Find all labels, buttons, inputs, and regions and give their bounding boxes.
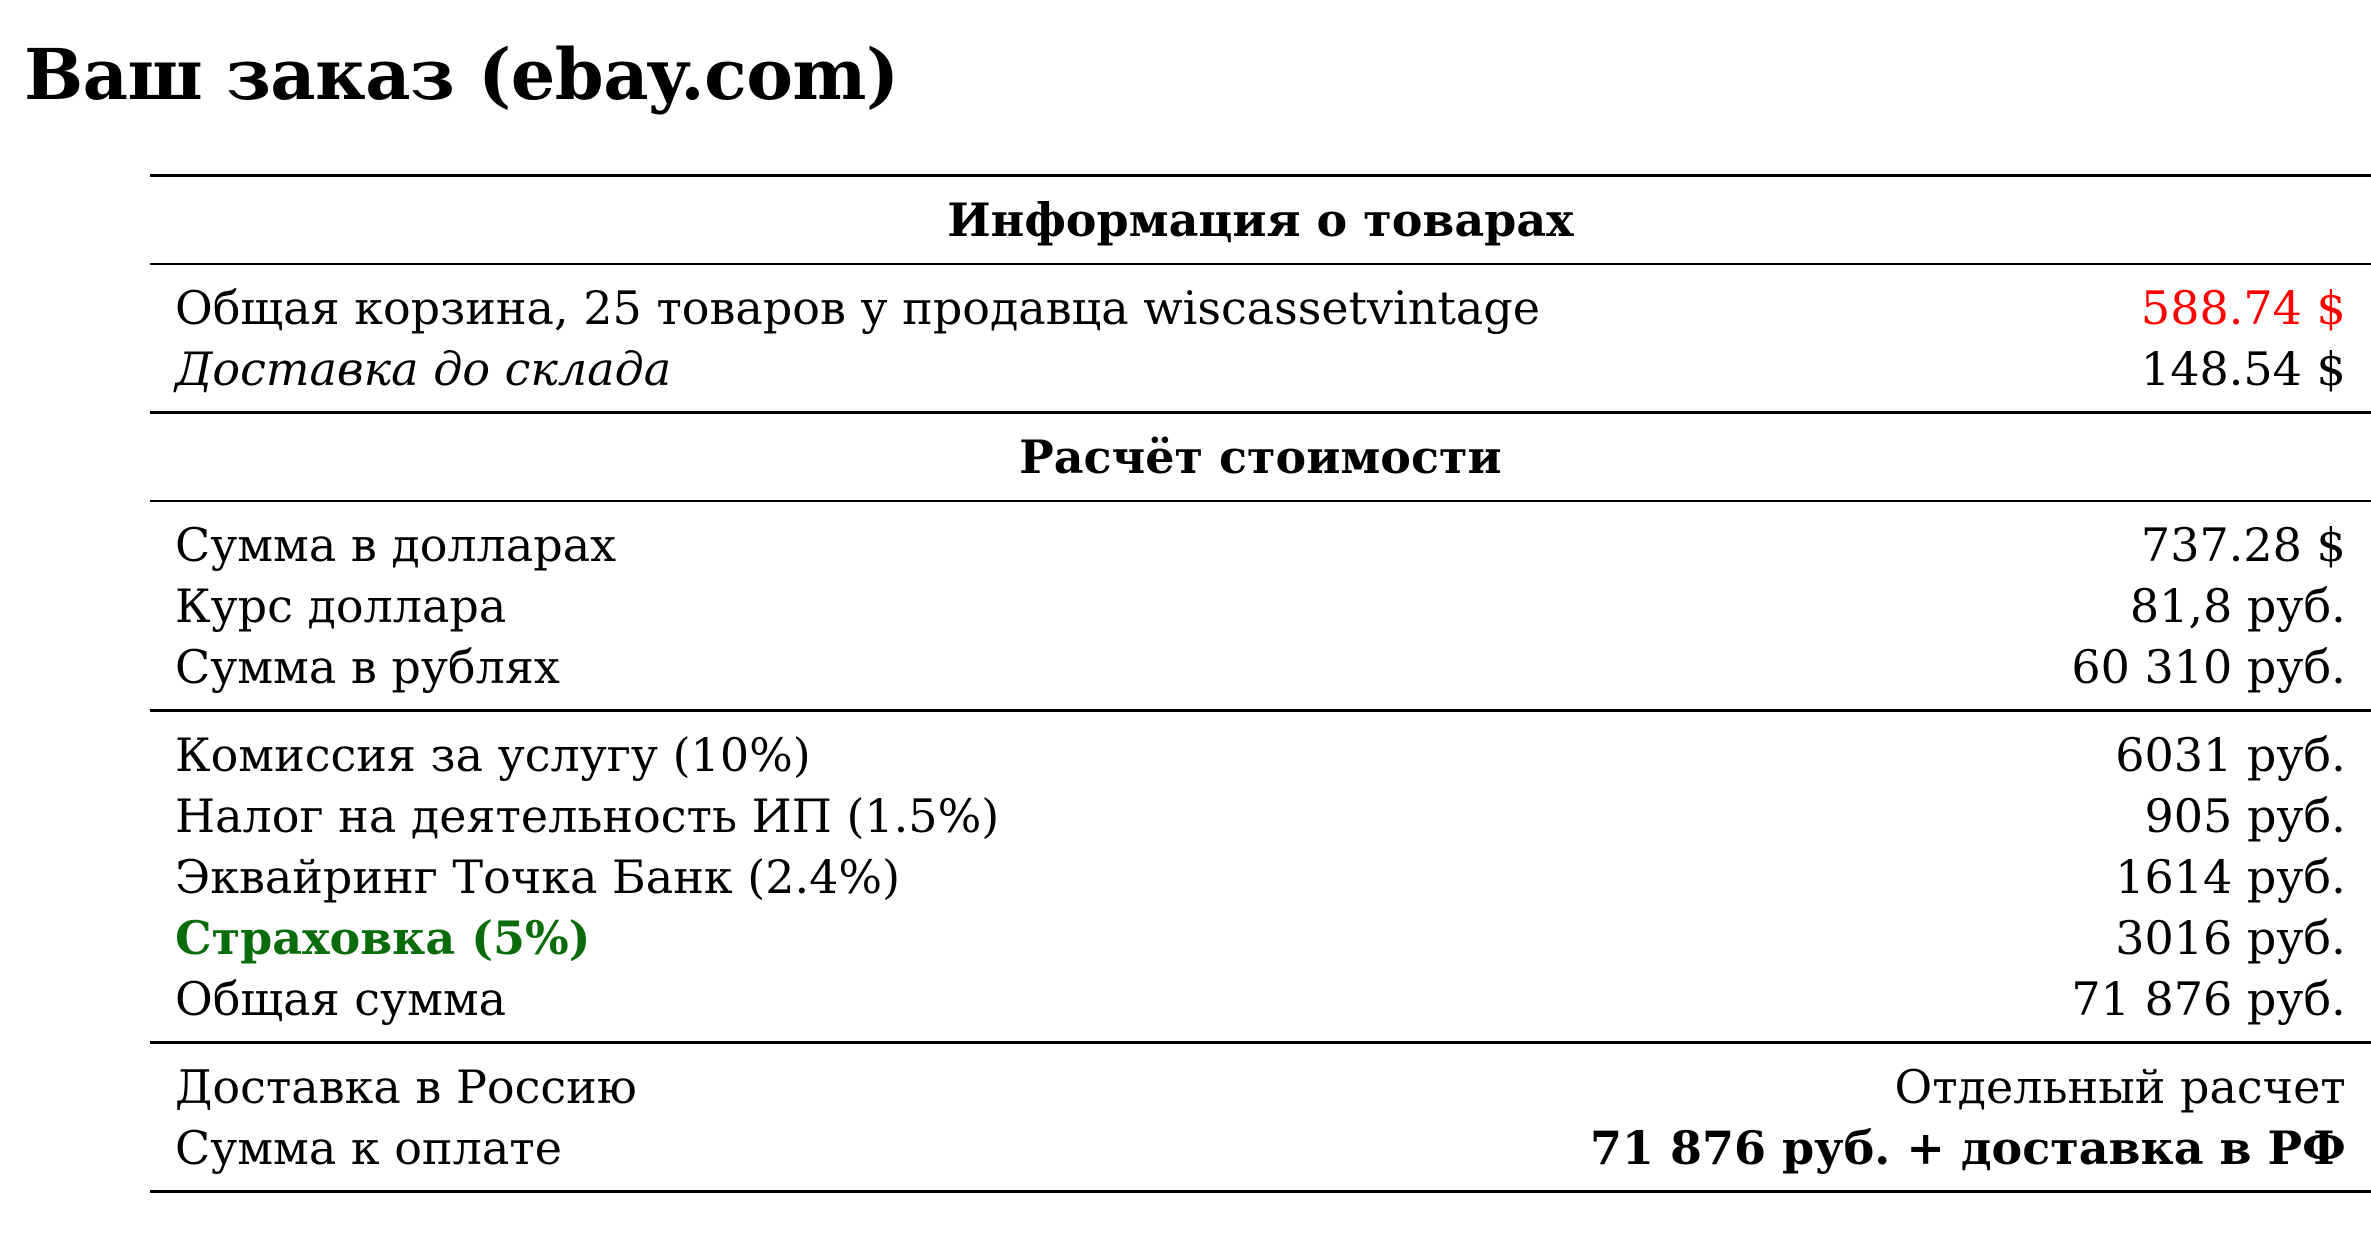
sum-rub-label: Сумма в рублях [150, 636, 1565, 711]
warehouse-delivery-row [150, 338, 2371, 413]
total-row [150, 968, 2371, 1043]
commission-value: 6031 руб. [2115, 727, 2346, 782]
amount-due-row [150, 1117, 2371, 1192]
tax-label: Налог на деятельность ИП (1.5%) [175, 788, 1000, 843]
warehouse-delivery-label: Доставка до склада [150, 338, 1565, 413]
goods-info-header: Информация о товарах [150, 176, 2371, 265]
cart-row [150, 264, 2371, 338]
insurance-row [150, 907, 2371, 968]
exchange-rate-label: Курс доллара [175, 578, 507, 633]
exchange-rate-row [150, 575, 2371, 636]
russia-delivery-row [150, 1043, 2371, 1118]
total-value: 71 876 руб. [1565, 968, 2371, 1043]
cart-price: 588.74 $ [2140, 280, 2346, 335]
commission-row [150, 711, 2371, 786]
total-label: Общая сумма [150, 968, 1565, 1043]
acquiring-label: Эквайринг Точка Банк (2.4%) [175, 849, 901, 904]
commission-label: Комиссия за услугу (10%) [175, 727, 811, 782]
acquiring-value: 1614 руб. [2115, 849, 2346, 904]
goods-info-header-row [150, 176, 2371, 265]
tax-value: 905 руб. [2144, 788, 2346, 843]
sum-usd-label: Сумма в долларах [175, 517, 617, 572]
sum-rub-row [150, 636, 2371, 711]
sum-rub-value: 60 310 руб. [1565, 636, 2371, 711]
sum-usd-row [150, 501, 2371, 575]
acquiring-row [150, 846, 2371, 907]
cost-calc-header: Расчёт стоимости [150, 413, 2371, 502]
russia-delivery-value: Отдельный расчет [1894, 1059, 2346, 1114]
cart-label: Общая корзина, 25 товаров у продавца wiscassetvintage [175, 280, 1540, 335]
order-summary-table [150, 174, 2371, 1193]
insurance-label: Страховка (5%) [175, 910, 591, 965]
russia-delivery-label: Доставка в Россию [175, 1059, 637, 1114]
page-title: Ваш заказ (ebay.com) [24, 33, 899, 116]
exchange-rate-value: 81,8 руб. [2129, 578, 2346, 633]
amount-due-label: Сумма к оплате [150, 1117, 1565, 1192]
tax-row [150, 785, 2371, 846]
insurance-value: 3016 руб. [2115, 910, 2346, 965]
sum-usd-value: 737.28 $ [2140, 517, 2346, 572]
amount-due-value: 71 876 руб. + доставка в РФ [1565, 1117, 2371, 1192]
cost-calc-header-row [150, 413, 2371, 502]
warehouse-delivery-value: 148.54 $ [1565, 338, 2371, 413]
